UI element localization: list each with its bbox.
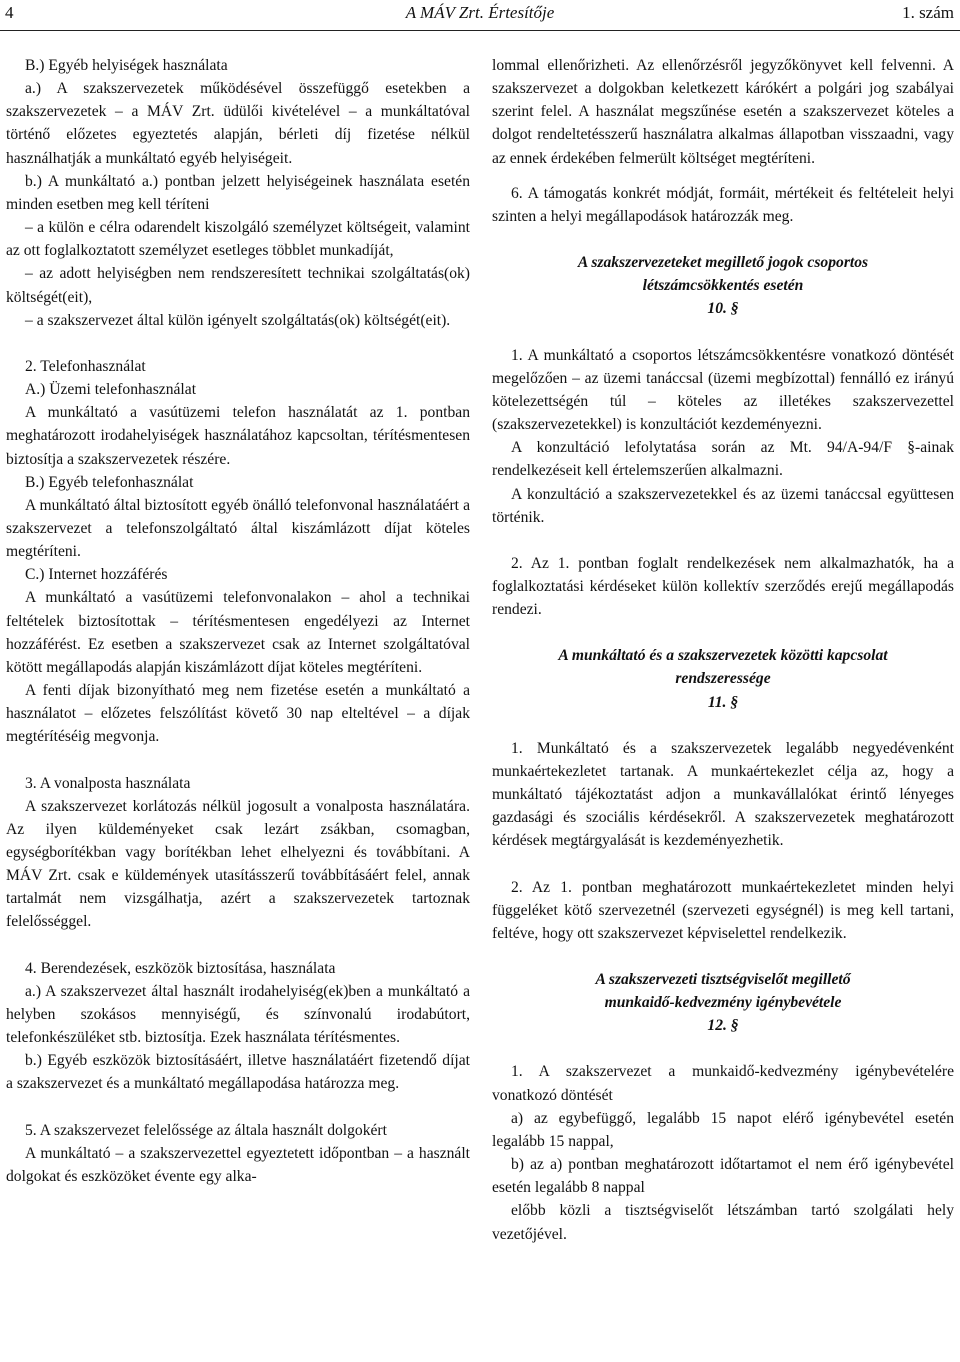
paragraph: A konzultáció a szakszervezetekkel és az üzemi tanáccsal együttesen történik. [492,485,954,526]
subheading: 4. Berendezések, eszközök biztosítása, használata [25,959,336,977]
subheading: 2. Telefonhasználat [25,357,146,375]
paragraph: a.) A szakszervezetek működésével összefüggő esetekben a szakszervezetek – a MÁV Zrt. üdülői kivételével – a munkáltatóval történő előzetes egyeztetés alapján, bérleti díj fizetése nélkül használhatják a munkáltató egyéb helyiségeit. [6,80,470,167]
left-column [6,54,470,1188]
section-number-11: 11. § [707,693,739,711]
spacer [492,1037,954,1060]
spacer [492,853,954,876]
spacer [6,749,470,772]
section-title-12: A szakszervezeti tisztségviselőt megillető [595,971,851,988]
paragraph: A szakszervezet korlátozás nélkül jogosult a vonalposta használatára. Az ilyen küldeményeket csak lezárt zsákban, csomagban, egységborítékban vagy borítékban lehet elhelyezni és továbbítani. A MÁV Zrt. csak e küldemények utasításszerű továbbításáért felel, annak tartalmát nem vizsgálhatja, azért a szakszervezetek tartoznak felelősséggel. [6,797,470,931]
spacer [492,228,954,251]
subheading: C.) Internet hozzáférés [25,566,168,584]
paragraph: 1. Munkáltató és a szakszervezetek legalább negyedévenként munkaértekezletet tartanak. A munkaértekezlet célja az, hogy a munkáltató tájékoztatást adjon a munkavállalókat érintő lényeges gazdasági és szociális kérdésekről. A szakszervezetek meghatározott kérdések megtárgyalását is kezdeményezhetik. [492,739,954,850]
paragraph: 1. A munkáltató a csoportos létszámcsökkentésre vonatkozó döntését megelőzően – az üzemi tanáccsal (üzemi megbízottal) fennálló ez irányú kötelezettségén túl – köteles az illetékes szakszervezettel (szakszervezetekkel) is konzultációt kezdeményezni. [492,346,954,434]
subheading: 5. A szakszervezet felelőssége az általa használt dolgokért [25,1121,387,1139]
paragraph: 6. A támogatás konkrét módját, formáit, mértékeit és feltételeit helyi szinten a helyi megállapodások határozzák meg. [492,184,954,225]
spacer [492,321,954,344]
section-title-11: rendszeressége [675,670,771,688]
spacer [492,170,954,182]
spacer [6,934,470,957]
subheading: 3. A vonalposta használata [25,774,191,792]
spacer [6,332,470,355]
spacer [492,945,954,968]
list-item: a) az egybefüggő, legalább 15 napot elérő igénybevétel esetén legalább 15 nappal, [492,1109,954,1150]
journal-title: A MÁV Zrt. Értesítője [405,3,555,22]
paragraph: 2. Az 1. pontban foglalt rendelkezések nem alkalmazhatók, ha a foglalkoztatási kérdéseket külön kollektív szerződés erejű megállapodás rendezi. [492,554,954,619]
section-number-12: 12. § [707,1017,739,1035]
header-rule [0,30,960,31]
paragraph: A fenti díjak bizonyítható meg nem fizetése esetén a munkáltató a használatot – előzetes felszólítást követő 30 nap elteltével – a díjak megtérítéséig megvonja. [6,682,470,746]
section-title-10: létszámcsökkentés esetén [642,277,804,295]
spacer [6,1096,470,1119]
paragraph: 2. Az 1. pontban meghatározott munkaértekezletet minden helyi függeléket kötő szervezetnél (szervezeti egységnél) is meg kell tartani, feltéve, hogy ott szakszervezet képviselettel rendelkezik. [492,878,954,942]
section-title-11: A munkáltató és a szakszervezetek közötti kapcsolat [558,647,888,665]
spacer [492,714,954,737]
subheading: A.) Üzemi telefonhasználat [25,381,197,399]
list-item: – a szakszervezet által külön igényelt szolgáltatás(ok) költségét(eit). [25,311,451,329]
paragraph: a.) A szakszervezet által használt irodahelyiség(ek)ben a munkáltató a helyben szokásos mennyiségű, és színvonalú irodabútort, telefonkészüléket stb. biztosítja. Ezek használata térítésmentes. [6,982,470,1047]
paragraph: A munkáltató a vasútüzemi telefon használatát az 1. pontban meghatározott irodahelyiségek használatához kapcsoltan, térítésmentesen biztosítja a szakszervezetek részére. [6,404,470,468]
section-title-10: A szakszervezeteket megillető jogok csoportos [577,254,869,272]
paragraph: A munkáltató a vasútüzemi telefonvonalakon – ahol a technikai feltételek biztosítottak – térítésmentesen engedélyezi az Internet hozzáférést. Ez esetben a szakszervezet csak az Internet szolgáltatóval kötött megállapodás alapján kiszámlázott díjat köteles megtéríteni. [6,589,470,676]
right-column [492,54,954,1246]
paragraph: lommal ellenőrizheti. Az ellenőrzésről jegyzőkönyvet kell felvenni. A szakszervezet a dolgokban keletkezett kárókért a polgári jog szabályai szerint felel. A használat megszűnése esetén a szakszervezet köteles a dolgot rendeltetésszerű használatra alkalmas állapotban visszaadni, vagy az ennek érdekében felmerült költséget megtéríteni. [492,57,954,167]
subheading: B.) Egyéb telefonhasználat [25,473,194,491]
paragraph: A munkáltató által biztosított egyéb önálló telefonvonal használatáért a szakszervezet a telefonszolgáltató által kiszámlázott díjat köteles megtéríteni. [6,496,470,561]
paragraph: 1. A szakszervezet a munkaidő-kedvezmény igénybevételére vonatkozó döntését [492,1063,954,1104]
section-number-10: 10. § [707,300,739,318]
list-item: – az adott helyiségben nem rendszeresített technikai szolgáltatás(ok) költségét(eit), [6,265,470,306]
paragraph: b.) Egyéb eszközök biztosításáért, illetve használatáért fizetendő díjat a szakszervezet és a munkáltató megállapodása határozza meg. [6,1052,470,1093]
paragraph: B.) Egyéb helyiségek használata [25,57,228,74]
page-number: 4 [5,3,14,22]
section-title-12: munkaidő-kedvezmény igénybevétele [604,994,842,1012]
list-item: – a külön e célra odarendelt kiszolgáló személyzet költségeit, valamint az ott foglalkoztatott személyzet esetleges többlet munkadíját, [6,219,470,260]
spacer [492,621,954,644]
paragraph: A konzultáció lefolytatása során az Mt. 94/A-94/F §-ainak rendelkezéseit kell értelemszerűen alkalmazni. [492,439,954,480]
page-header [0,0,960,28]
paragraph: előbb közli a tisztségviselőt létszámban tartó szolgálati hely vezetőjével. [492,1202,954,1243]
spacer [492,529,954,552]
paragraph: b.) A munkáltató a.) pontban jelzett helyiségeinek használata esetén minden esetben meg kell téríteni [6,172,470,213]
paragraph: A munkáltató – a szakszervezettel egyeztetett időpontban – a használt dolgokat és eszközöket évente egy alka- [6,1144,470,1185]
list-item: b) az a) pontban meghatározott időtartamot el nem érő igénybevétel esetén legalább 8 nappal [492,1156,954,1197]
issue-number: 1. szám [902,3,954,22]
